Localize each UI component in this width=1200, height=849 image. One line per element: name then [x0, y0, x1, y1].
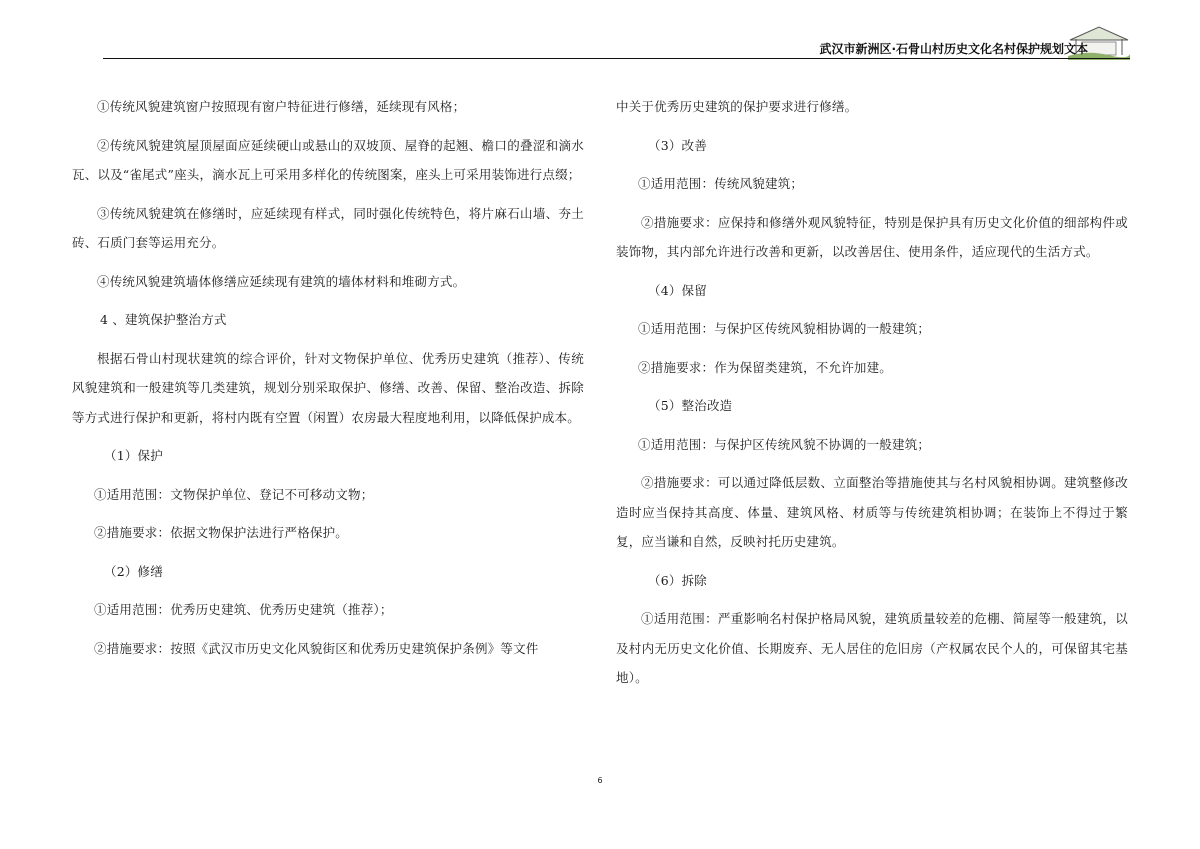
section-heading-building-protection: 4 、建筑保护整治方式 — [100, 312, 227, 327]
page-number: 6 — [597, 776, 603, 785]
item-renovation-scope: ①适用范围：与保护区传统风貌不协调的一般建筑； — [638, 436, 931, 452]
subheading-renovation: （5）整治改造 — [648, 398, 733, 413]
subheading-retention: （4）保留 — [648, 282, 707, 298]
item-renovation-requirement: ②措施要求：可以通过降低层数、立面整治等措施使其与名村风貌相协调。建筑整修改造时应当保持其高度、体量、建筑风格、材质等与传统建筑相协调；在装饰上不得过于繁复，应当谦和自然，反映衬托历史建筑。 — [616, 475, 1128, 549]
item-repair-requirement: ②措施要求：按照《武汉市历史文化风貌街区和优秀历史建筑保护条例》等文件 — [94, 640, 539, 656]
subheading-demolition: （6）拆除 — [648, 572, 707, 588]
item-repair-scope: ①适用范围：优秀历史建筑、优秀历史建筑（推荐）； — [94, 602, 393, 617]
subheading-repair: （2）修缮 — [104, 563, 163, 579]
subheading-protection: （1）保护 — [104, 448, 163, 463]
paragraph-window-repair: ①传统风貌建筑窗户按照现有窗户特征进行修缮，延续现有风格； — [97, 99, 466, 114]
paragraph-style-continuation: ③传统风貌建筑在修缮时，应延续现有样式，同时强化传统特色，将片麻石山墙、夯土砖、石质门套等运用充分。 — [72, 205, 584, 250]
left-column — [72, 92, 584, 663]
paragraph-assessment: 根据石骨山村现状建筑的综合评价，针对文物保护单位、优秀历史建筑（推荐）、传统风貌建筑和一般建筑等几类建筑，规划分别采取保护、修缮、改善、保留、整治改造、拆除等方式进行保护和更新，将村内既有空置（闲置）农房最大程度地利用，以降低保护成本。 — [72, 350, 584, 425]
document-header-title: 武汉市新洲区·石骨山村历史文化名村保护规划文本 — [819, 42, 1088, 56]
header-divider — [103, 58, 1130, 59]
item-repair-requirement-continued: 中关于优秀历史建筑的保护要求进行修缮。 — [616, 99, 858, 114]
paragraph-wall-repair: ④传统风貌建筑墙体修缮应延续现有建筑的墙体材料和堆砌方式。 — [97, 273, 466, 289]
item-improvement-scope: ①适用范围：传统风貌建筑； — [638, 176, 804, 191]
right-column — [616, 92, 1128, 693]
item-protection-requirement: ②措施要求：依据文物保护法进行严格保护。 — [94, 525, 349, 540]
item-retention-scope: ①适用范围：与保护区传统风貌相协调的一般建筑； — [638, 321, 931, 336]
item-protection-scope: ①适用范围：文物保护单位、登记不可移动文物； — [94, 486, 374, 502]
item-demolition-scope: ①适用范围：严重影响名村保护格局风貌，建筑质量较差的危棚、简屋等一般建筑，以及村内无历史文化价值、长期废弃、无人居住的危旧房（产权属农民个人的，可保留其宅基地）。 — [616, 611, 1128, 685]
item-improvement-requirement: ②措施要求：应保持和修缮外观风貌特征，特别是保护具有历史文化价值的细部构件或装饰物，其内部允许进行改善和更新，以改善居住、使用条件，适应现代的生活方式。 — [616, 214, 1128, 259]
item-retention-requirement: ②措施要求：作为保留类建筑，不允许加建。 — [638, 359, 893, 375]
subheading-improvement: （3）改善 — [648, 137, 707, 153]
paragraph-roof-repair: ②传统风貌建筑屋顶屋面应延续硬山或悬山的双坡顶、屋脊的起翘、檐口的叠涩和滴水瓦、以及“雀尾式”座头，滴水瓦上可采用多样化的传统图案，座头上可采用装饰进行点缀； — [72, 137, 584, 182]
